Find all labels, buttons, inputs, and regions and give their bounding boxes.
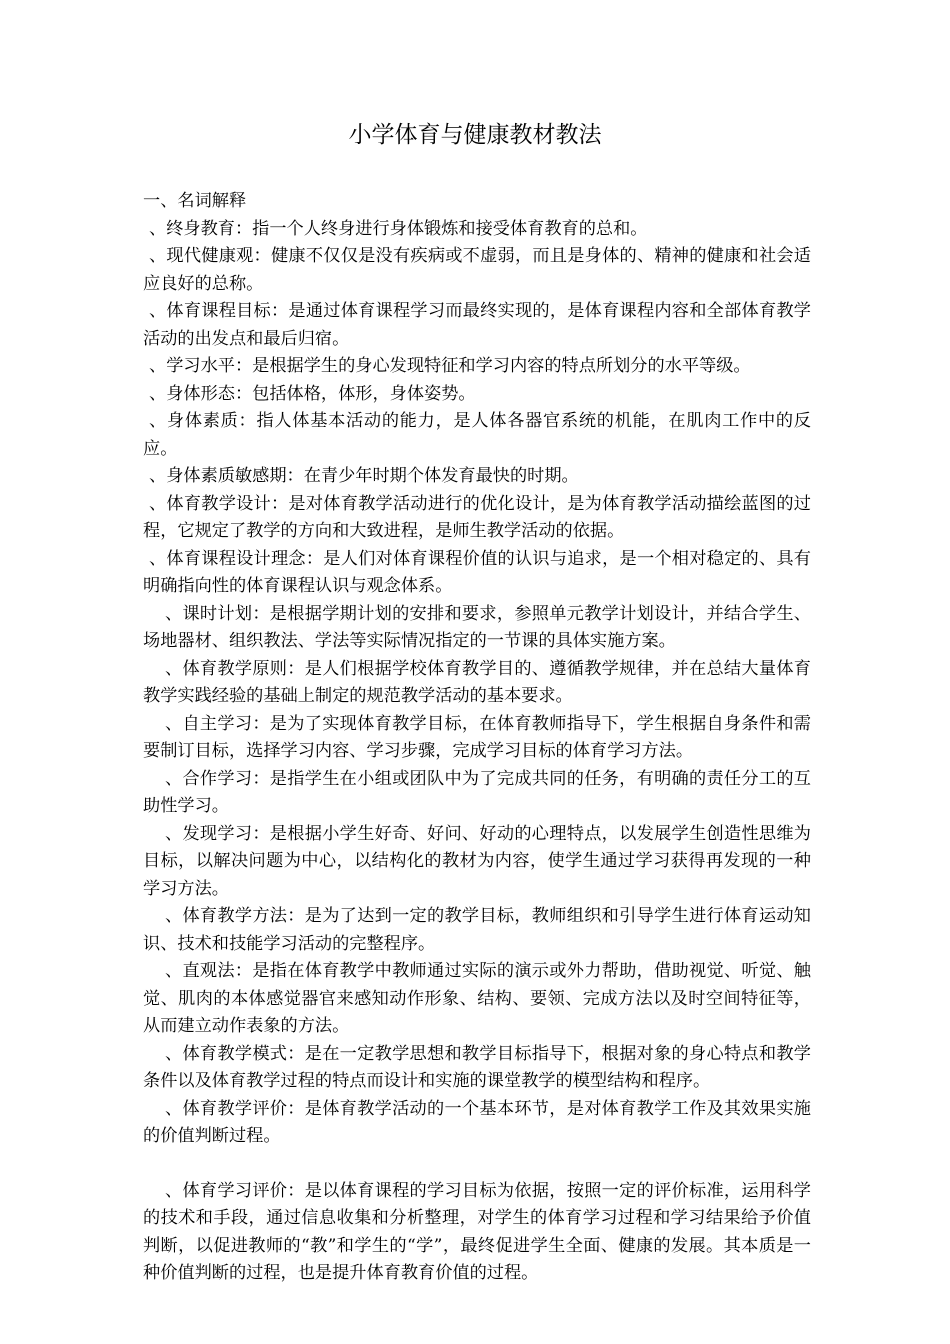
section-heading: 一、名词解释 xyxy=(143,191,247,211)
term-teaching-design: 、体育教学设计：是对体育教学活动进行的优化设计，是为体育教学活动描绘蓝图的过程，它规定了教学的方向和大致进程，是师生教学活动的依据。 xyxy=(143,493,811,541)
term-autonomous-learning: 、自主学习：是为了实现体育教学目标，在体育教师指导下，学生根据自身条件和需要制订目标，选择学习内容、学习步骤，完成学习目标的体育学习方法。 xyxy=(143,713,811,761)
document-body xyxy=(143,188,811,1288)
term-teaching-method: 、体育教学方法：是为了达到一定的教学目标，教师组织和引导学生进行体育运动知识、技术和技能学习活动的完整程序。 xyxy=(143,906,811,954)
term-sensitive-period: 、身体素质敏感期：在青少年时期个体发育最快的时期。 xyxy=(149,466,579,486)
term-learning-level: 、学习水平：是根据学生的身心发现特征和学习内容的特点所划分的水平等级。 xyxy=(149,356,751,376)
term-physical-quality: 、身体素质：指人体基本活动的能力，是人体各器官系统的机能，在肌肉工作中的反应。 xyxy=(143,411,811,459)
term-intuitive-method: 、直观法：是指在体育教学中教师通过实际的演示或外力帮助，借助视觉、听觉、触觉、肌肉的本体感觉器官来感知动作形象、结构、要领、完成方法以及时空间特征等，从而建立动作表象的方法。 xyxy=(143,961,811,1036)
term-course-design-concept: 、体育课程设计理念：是人们对体育课程价值的认识与追求，是一个相对稳定的、具有明确指向性的体育课程认识与观念体系。 xyxy=(143,548,811,596)
term-teaching-principle: 、体育教学原则：是人们根据学校体育教学目的、遵循教学规律，并在总结大量体育教学实践经验的基础上制定的规范教学活动的基本要求。 xyxy=(143,658,811,706)
term-body-form: 、身体形态：包括体格，体形，身体姿势。 xyxy=(149,383,476,404)
term-teaching-model: 、体育教学模式：是在一定教学思想和教学目标指导下，根据对象的身心特点和教学条件以及体育教学过程的特点而设计和实施的课堂教学的模型结构和程序。 xyxy=(143,1043,811,1091)
term-learning-evaluation: 、体育学习评价：是以体育课程的学习目标为依据，按照一定的评价标准，运用科学的技术和手段，通过信息收集和分析整理，对学生的体育学习过程和学习结果给予价值判断，以促进教师的“教”和学生的“学”，最终促进学生全面、健康的发展。其本质是一种价值判断的过程，也是提升体育教育价值的过程。 xyxy=(143,1180,811,1283)
term-modern-health-view: 、现代健康观：健康不仅仅是没有疾病或不虚弱，而且是身体的、精神的健康和社会适应良好的总称。 xyxy=(143,246,811,294)
term-cooperative-learning: 、合作学习：是指学生在小组或团队中为了完成共同的任务，有明确的责任分工的互助性学习。 xyxy=(143,768,811,816)
term-teaching-evaluation: 、体育教学评价：是体育教学活动的一个基本环节，是对体育教学工作及其效果实施的价值判断过程。 xyxy=(143,1098,811,1146)
term-discovery-learning: 、发现学习：是根据小学生好奇、好问、好动的心理特点，以发展学生创造性思维为目标，以解决问题为中心，以结构化的教材为内容，使学生通过学习获得再发现的一种学习方法。 xyxy=(143,823,811,899)
term-lesson-plan: 、课时计划：是根据学期计划的安排和要求，参照单元教学计划设计，并结合学生、场地器材、组织教法、学法等实际情况指定的一节课的具体实施方案。 xyxy=(143,603,811,651)
term-lifelong-education: 、终身教育：指一个人终身进行身体锻炼和接受体育教育的总和。 xyxy=(149,218,648,239)
term-pe-course-goal: 、体育课程目标：是通过体育课程学习而最终实现的，是体育课程内容和全部体育教学活动的出发点和最后归宿。 xyxy=(143,301,811,349)
page-title: 小学体育与健康教材教法 xyxy=(348,122,602,148)
